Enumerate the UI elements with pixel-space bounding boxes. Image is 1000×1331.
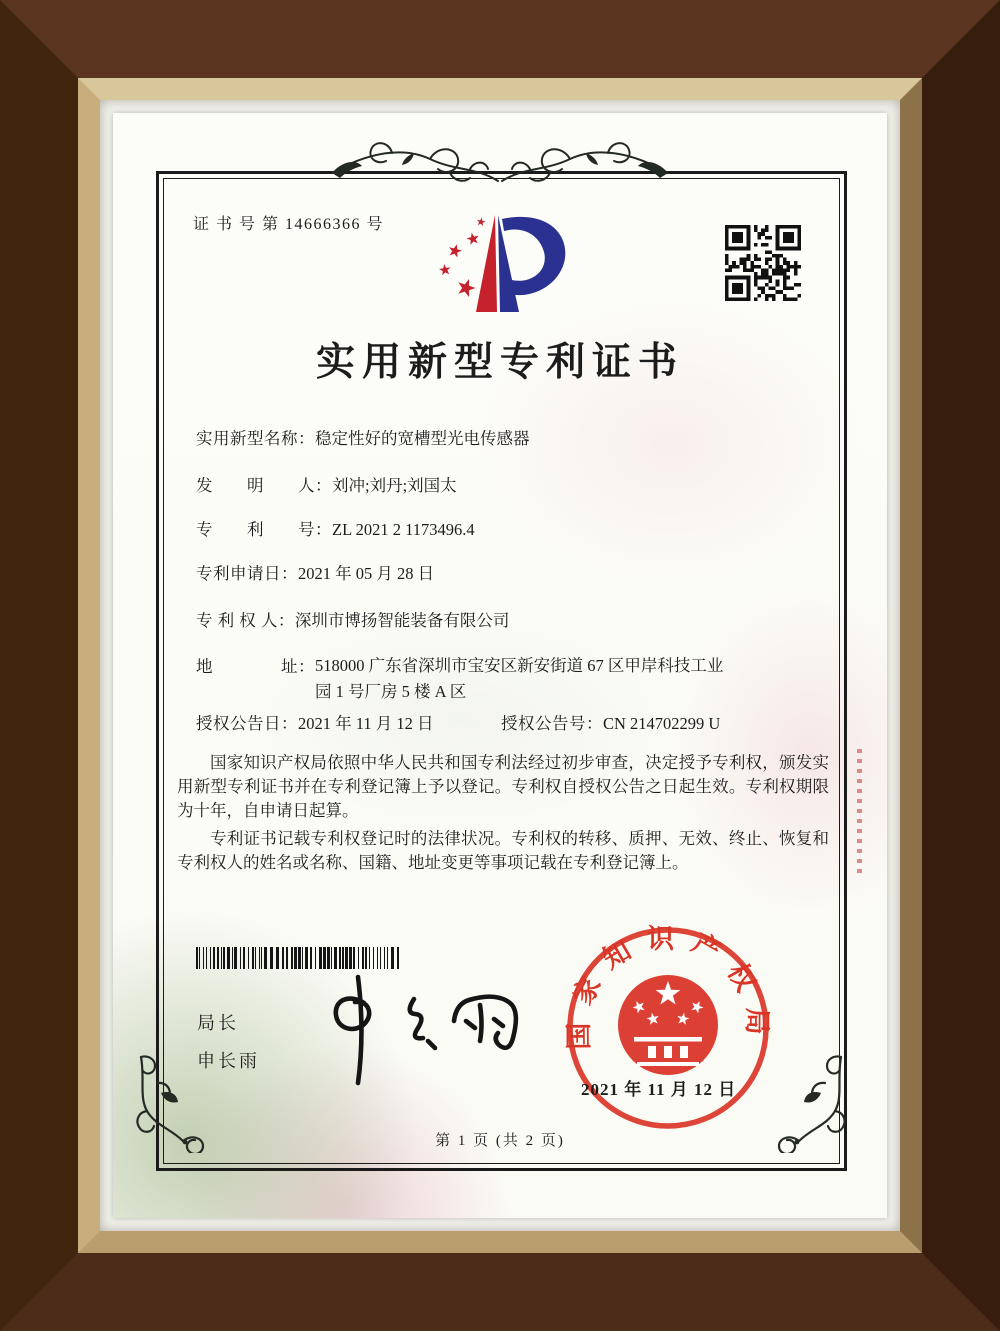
- field-value: ZL 2021 2 1173496.4: [332, 520, 475, 539]
- field-value: 深圳市博扬智能装备有限公司: [294, 611, 510, 630]
- field-row-patent-no: [196, 516, 475, 540]
- commissioner-name: 申长雨: [197, 1051, 260, 1071]
- field-row-address: [196, 653, 723, 705]
- field-label: 专利申请日：: [196, 564, 298, 583]
- field-row-grant-no: [501, 710, 720, 734]
- field-value: 2021 年 05 月 28 日: [298, 564, 435, 583]
- frame-mat: [100, 100, 900, 1231]
- address-line-2: 园 1 号厂房 5 楼 A 区: [315, 682, 467, 701]
- dragon-flourish-left-icon: [330, 133, 500, 207]
- certificate-paper: [113, 113, 887, 1218]
- dragon-flourish-right-icon: [500, 133, 670, 207]
- legal-paragraph-2: 专利证书记载专利权登记时的法律状况。专利权的转移、质押、无效、终止、恢复和专利权人的姓名或名称、国籍、地址变更等事项记载在专利登记簿上。: [177, 829, 829, 873]
- field-label: 实用新型名称：: [196, 429, 315, 448]
- field-value: 稳定性好的宽槽型光电传感器: [315, 429, 530, 448]
- logo-stars: [439, 218, 485, 297]
- field-label: 专 利 权 人：: [196, 611, 295, 630]
- field-value: 2021 年 11 月 12 日: [298, 714, 434, 733]
- field-row-grant-date: [196, 710, 434, 734]
- field-label: 发 明 人：: [196, 476, 332, 495]
- seal-arc-text: 国家知识产权局: [563, 924, 773, 1050]
- security-strip: [857, 749, 862, 877]
- certificate-number: 证 书 号 第 14666366 号: [193, 216, 385, 233]
- seal-date: 2021 年 11 月 12 日: [581, 1080, 737, 1099]
- field-value: [315, 653, 723, 705]
- field-label: 授权公告号：: [501, 714, 603, 733]
- address-line-1: 518000 广东省深圳市宝安区新安街道 67 区甲岸科技工业: [315, 656, 724, 675]
- field-label: 地 址：: [196, 657, 315, 676]
- page-footer: 第 1 页 (共 2 页): [435, 1133, 565, 1149]
- certificate-title: 实用新型专利证书: [315, 341, 684, 384]
- field-label: 授权公告日：: [196, 714, 298, 733]
- cnipa-logo-icon: [418, 209, 573, 327]
- field-label: 专 利 号：: [196, 520, 332, 539]
- field-row-inventor: [196, 472, 457, 496]
- legal-body-text: [177, 751, 829, 875]
- legal-paragraph-1: 国家知识产权局依照中华人民共和国专利法经过初步审查，决定授予专利权，颁发实用新型专利证书并在专利登记簿上予以登记。专利权自授权公告之日起生效。专利权期限为十年，自申请日起算。: [177, 753, 829, 820]
- barcode: [196, 947, 401, 969]
- frame-gold-lip: [78, 78, 922, 1253]
- handwritten-signature: [308, 969, 548, 1094]
- commissioner-title: 局长: [197, 1013, 239, 1033]
- field-row-filing-date: [196, 560, 434, 584]
- field-row-name: [196, 425, 530, 449]
- field-row-patentee: [196, 607, 509, 631]
- qr-code: [725, 225, 801, 301]
- field-value: CN 214702299 U: [603, 714, 721, 733]
- cnipa-round-seal: [561, 921, 775, 1135]
- top-dragon-ornament: [330, 133, 670, 207]
- field-value: 刘冲;刘丹;刘国太: [332, 476, 457, 495]
